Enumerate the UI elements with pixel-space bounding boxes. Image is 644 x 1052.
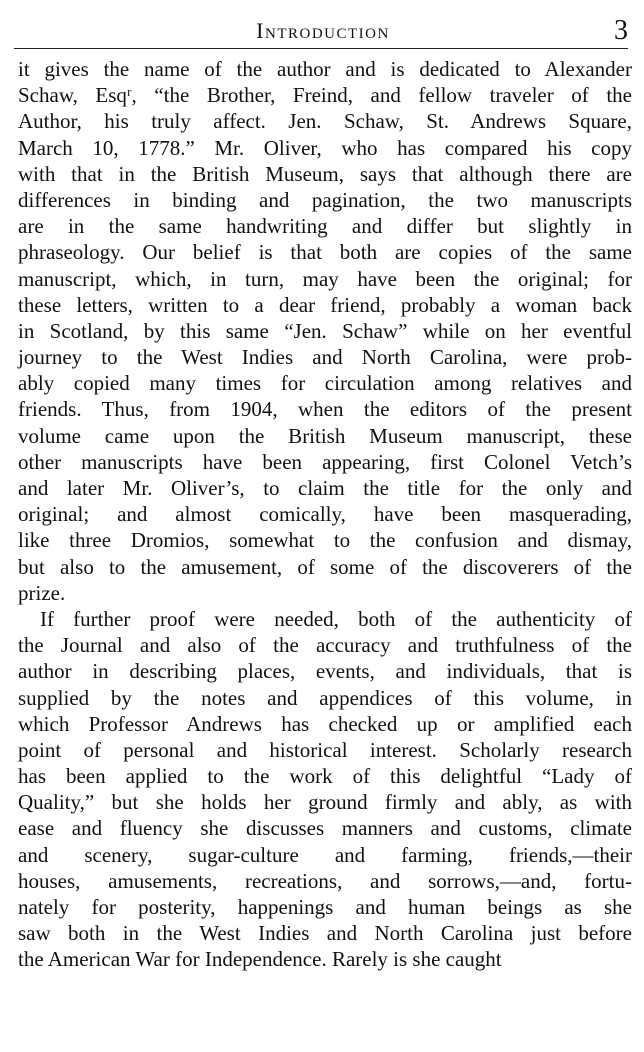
text-line: friends. Thus, from 1904, when the editors of the present — [18, 397, 632, 422]
body-text — [18, 56, 632, 973]
text-line: but also to the amusement, of some of the discoverers of the — [18, 554, 632, 579]
text-line: ably copied many times for circulation among relatives and — [18, 371, 632, 396]
text-line: saw both in the West Indies and North Carolina just before — [18, 921, 632, 946]
text-line: author in describing places, events, and individuals, that is — [18, 659, 632, 684]
text-line: other manuscripts have been appearing, first Colonel Vetch’s — [18, 449, 632, 474]
text-line: volume came upon the British Museum manuscript, these — [18, 423, 632, 448]
text-line: the Journal and also of the accuracy and truthfulness of the — [18, 633, 632, 658]
text-line: March 10, 1778.” Mr. Oliver, who has compared his copy — [18, 135, 632, 160]
text-line: nately for posterity, happenings and human beings as she — [18, 895, 632, 919]
text-line: original; and almost comically, have been masquerading, — [18, 502, 632, 527]
text-line: houses, amusements, recreations, and sorrows,—and, fortu- — [18, 868, 632, 893]
text-line: and later Mr. Oliver’s, to claim the title for the only and — [18, 476, 632, 500]
text-line: ease and fluency she discusses manners and customs, climate — [18, 816, 632, 841]
text-line: has been applied to the work of this delightful “Lady of — [18, 764, 632, 789]
text-line: and scenery, sugar-culture and farming, friends,—their — [18, 842, 632, 867]
text-line: prize. — [18, 580, 66, 605]
text-line: with that in the British Museum, says that although there are — [18, 161, 632, 186]
text-line: are in the same handwriting and differ but slightly in — [18, 214, 632, 239]
paragraph — [18, 606, 632, 973]
text-line: Quality,” but she holds her ground firmly and ably, as with — [18, 790, 632, 815]
text-line: which Professor Andrews has checked up or amplified each — [18, 711, 632, 736]
text-line: these letters, written to a dear friend, probably a woman back — [18, 292, 632, 317]
running-head — [18, 12, 628, 46]
paragraph — [18, 56, 632, 606]
text-line: differences in binding and pagination, the two manuscripts — [18, 187, 632, 212]
text-line: supplied by the notes and appendices of this volume, in — [18, 685, 632, 710]
text-line: the American War for Independence. Rarely is she caught — [18, 947, 502, 972]
text-line: phraseology. Our belief is that both are copies of the same — [18, 240, 632, 265]
header-rule — [14, 48, 628, 49]
text-line: it gives the name of the author and is dedicated to Alexander — [18, 57, 632, 81]
text-line: journey to the West Indies and North Carolina, were prob- — [18, 345, 632, 370]
page-number: 3 — [614, 15, 628, 46]
text-line: Schaw, Esqʳ, “the Brother, Freind, and fellow traveler of the — [18, 83, 632, 108]
text-line: like three Dromios, somewhat to the confusion and dismay, — [18, 528, 632, 553]
text-line: Author, his truly affect. Jen. Schaw, St. Andrews Square, — [18, 109, 632, 134]
running-title: Introduction — [256, 18, 390, 43]
text-line: manuscript, which, in turn, may have been the original; for — [18, 266, 632, 291]
text-line: in Scotland, by this same “Jen. Schaw” while on her eventful — [18, 318, 632, 343]
text-line: point of personal and historical interest. Scholarly research — [18, 737, 632, 762]
text-line: If further proof were needed, both of the authenticity of — [40, 606, 632, 631]
